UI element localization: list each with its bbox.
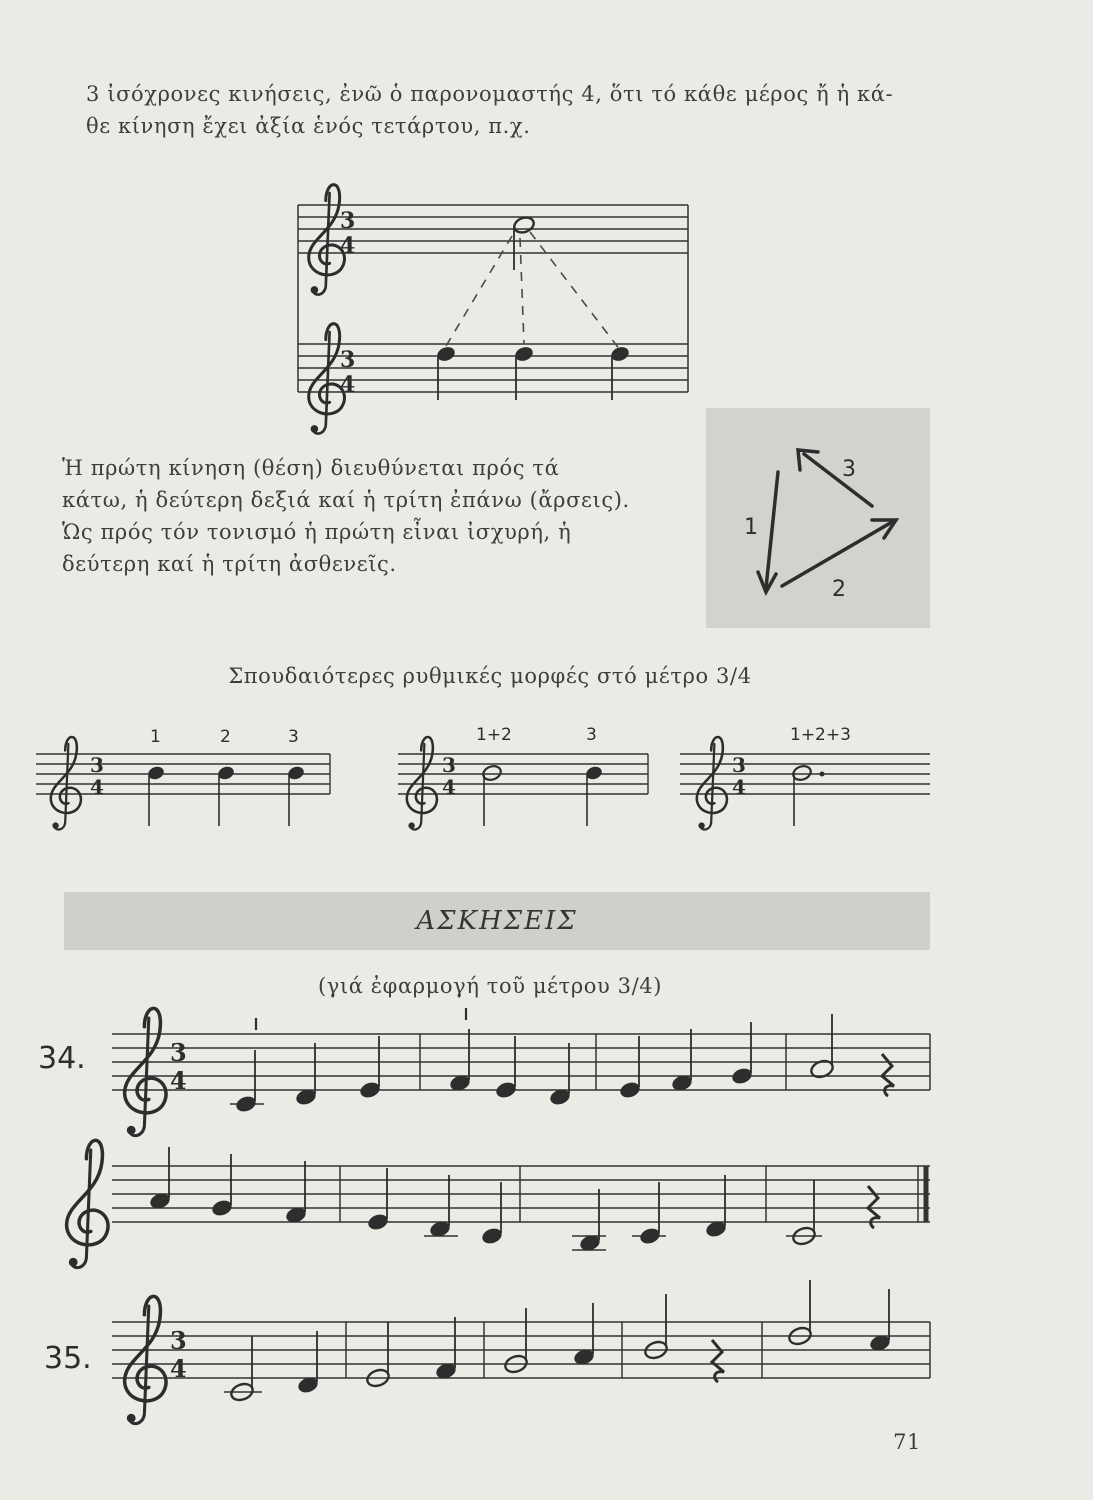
motion-line-2: κάτω, ἡ δεύτερη δεξιά καί ἡ τρίτη ἐπάνω (ἄρσεις). [62, 488, 630, 512]
exercise-number: 34. [38, 1041, 86, 1076]
time-sig-top: 3 [170, 1038, 187, 1067]
rhythmic-forms [36, 725, 930, 830]
time-sig-top: 3 [90, 753, 104, 777]
motion-line-1: Ἡ πρώτη κίνηση (θέση) διευθύνεται πρός τά [62, 456, 560, 480]
time-sig-top: 3 [732, 753, 746, 777]
page-number: 71 [893, 1430, 921, 1454]
arrow-label-3: 3 [842, 457, 856, 482]
time-sig-bottom: 4 [442, 775, 456, 799]
time-sig-bottom: 4 [732, 775, 746, 799]
exercise-35 [44, 1280, 930, 1424]
time-sig-bottom: 4 [90, 775, 104, 799]
arrow-label-2: 2 [832, 577, 846, 602]
time-sig-top: 3 [170, 1326, 187, 1355]
time-sig-bottom: 4 [340, 372, 356, 398]
forms-title: Σπουδαιότερες ρυθμικές μορφές στό μέτρο 3/4 [228, 664, 752, 688]
motion-line-4: δεύτερη καί ἡ τρίτη ἀσθενεῖς. [62, 552, 397, 576]
half-note [512, 215, 536, 235]
exercises-subtitle: (γιά ἐφαρμογή τοῦ μέτρου 3/4) [317, 974, 663, 998]
exercise-34-continued [67, 1140, 930, 1267]
arrow-label-1: 1 [744, 515, 758, 540]
time-sig-bottom: 4 [170, 1066, 187, 1095]
triangle-arrows [758, 450, 896, 592]
beat-label: 2 [220, 727, 231, 747]
exercise-number: 35. [44, 1341, 92, 1376]
exercises-title: ΑΣΚΗΣΕΙΣ [416, 906, 578, 936]
intro-line-1: 3 ἰσόχρονες κινήσεις, ἐνῶ ὁ παρονομαστής 4, ὅτι τό κάθε μέρος ἤ ἡ κά- [86, 82, 894, 106]
intro-line-2: θε κίνηση ἔχει ἀξία ἑνός τετάρτου, π.χ. [86, 114, 531, 138]
time-sig-top: 3 [340, 208, 356, 234]
exercise-34 [38, 1008, 930, 1136]
example-system [298, 185, 688, 434]
time-sig-bottom: 4 [340, 233, 356, 259]
beat-label: 3 [586, 725, 597, 745]
time-sig-top: 3 [340, 347, 356, 373]
time-sig-bottom: 4 [170, 1354, 187, 1383]
motion-line-3: Ὡς πρός τόν τονισμό ἡ πρώτη εἶναι ἰσχυρή, ἡ [62, 520, 572, 544]
beat-label: 1 [150, 727, 161, 747]
beat-label: 1+2+3 [790, 725, 851, 745]
time-sig-top: 3 [442, 753, 456, 777]
beat-label: 3 [288, 727, 299, 747]
beat-label: 1+2 [476, 725, 512, 745]
